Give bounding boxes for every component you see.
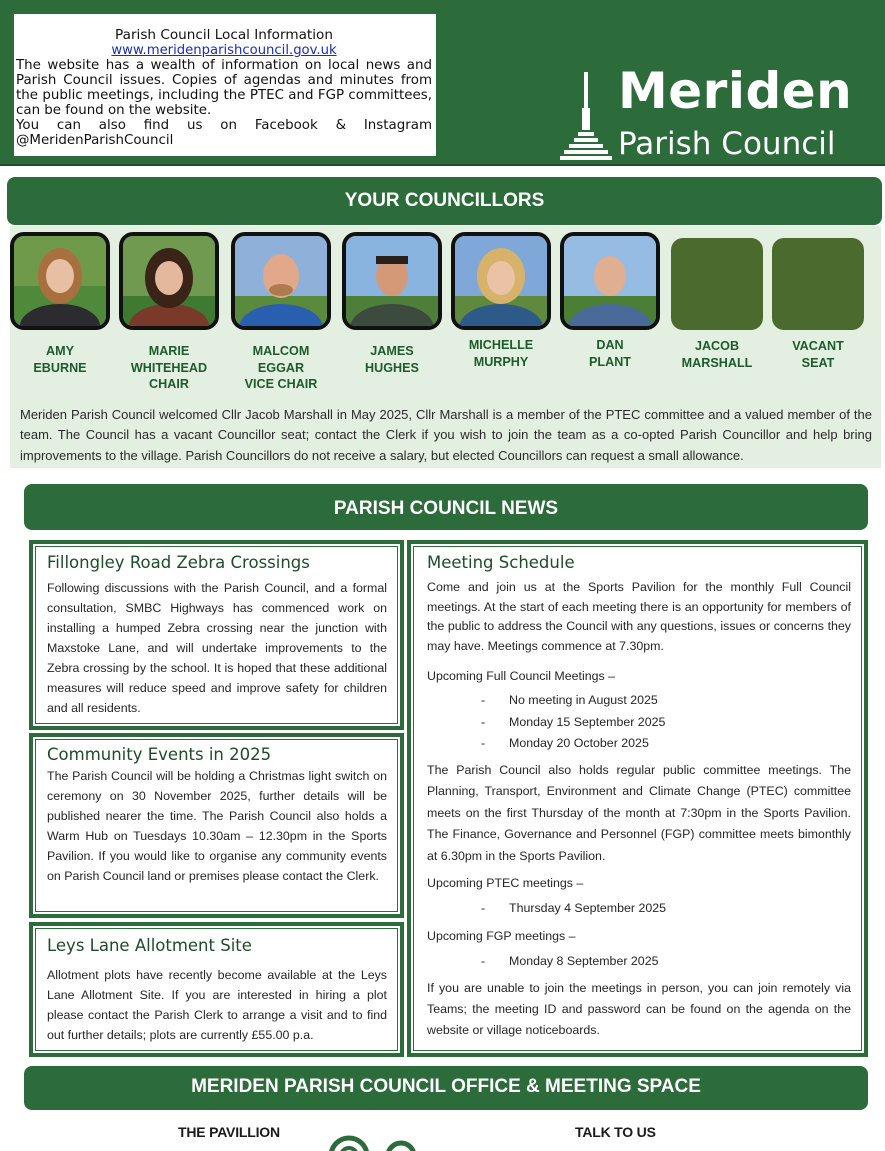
news-box-fillongley [29,540,404,730]
full-council-dates [427,690,851,755]
info-box [14,14,436,156]
councillor-name: DAN PLANT [589,338,631,369]
councillor-photo [231,232,331,330]
header-banner [0,0,885,166]
councillor-photo [342,232,442,330]
councillor-name: JAMES HUGHES [365,344,419,375]
info-title: Parish Council Local Information [115,27,333,43]
councillor-photo [451,232,551,330]
news-box-title: Fillongley Road Zebra Crossings [47,553,310,572]
councillor-name: MICHELLE MURPHY [468,338,534,369]
full-council-heading: Upcoming Full Council Meetings – [427,669,616,683]
news-heading: PARISH COUNCIL NEWS [24,484,868,530]
news-box-title: Leys Lane Allotment Site [47,936,252,955]
fgp-dates [427,951,851,973]
contact-icons [327,1134,417,1151]
info-body: The website has a wealth of information on local news and Parish Council issues. Copies of agendas and minutes from the public meetings, including the PTEC and FGP committees, can be found on the website. [16,58,432,118]
meeting-date: - Thursday 4 September 2025 [427,898,851,920]
councillor-card [10,232,110,376]
councillor-card [768,232,868,371]
committee-text: The Parish Council also holds regular public committee meetings. The Planning, Transport, Environment and Climate Change (PTEC) committee meets on the first Thursday of the month at 7:30pm in the Sports Pavilion. The Finance, Governance and Personnel (FGP) committee meets bimonthly at 6.30pm in the Sports Pavilion. [427,762,851,863]
news-box-title: Community Events in 2025 [47,745,272,764]
councillor-name: MALCOM EGGAR VICE CHAIR [244,344,318,391]
logo-subtitle: Parish Council [618,126,836,162]
meeting-date: - Monday 15 September 2025 [427,712,851,734]
councillors-heading: YOUR COUNCILLORS [7,177,882,225]
councillor-card [667,232,767,371]
photo-placeholder [772,238,864,330]
news-box-text: Following discussions with the Parish Council, and a formal consultation, SMBC Highways has commenced work on installing a humped Zebra crossing near the junction with Maxstoke Lane, and will undertake improvements to the Zebra crossing by the school. It is hoped that these additional measures will reduce speed and improve safety for children and all residents. [47,581,387,715]
councillor-name: JACOB MARSHALL [681,339,753,370]
councillor-card [560,232,660,370]
logo-title: Meriden [618,62,853,120]
photo-placeholder [671,238,763,330]
ptec-heading: Upcoming PTEC meetings – [427,876,584,890]
meeting-date: - Monday 20 October 2025 [427,733,851,755]
councillor-photo [560,232,660,330]
website-link[interactable]: www.meridenparishcouncil.gov.uk [111,43,337,58]
council-logo [560,62,880,162]
cross-monument-icon [560,70,612,162]
news-box-text: The Parish Council will be holding a Christmas light switch on ceremony on 30 November 2025, further details will be published nearer the time. The Parish Council also holds a Warm Hub on Tuesdays 10.30am – 12.30pm in the Sports Pavilion. If you would like to organise any community events on Parish Council land or premises please contact the Clerk. [47,769,387,883]
news-box-events [29,733,404,918]
fgp-heading: Upcoming FGP meetings – [427,928,576,943]
meeting-date: - No meeting in August 2025 [427,690,851,712]
pavilion-heading: THE PAVILLION [178,1124,280,1140]
councillor-photo [119,232,219,330]
remote-text: If you are unable to join the meetings in person, you can join remotely via Teams; the meeting ID and password can be found on the agenda on the website or village noticeboards. [427,981,851,1037]
councillor-name: AMY EBURNE [33,344,87,375]
talk-heading: TALK TO US [575,1124,656,1140]
news-box-allotments [29,922,404,1057]
councillor-photo [10,232,110,330]
councillor-name: MARIE WHITEHEAD CHAIR [130,344,208,391]
info-social: You can also find us on Facebook & Instagram @MeridenParishCouncil [16,118,432,148]
meeting-date: - Monday 8 September 2025 [427,951,851,973]
office-heading: MERIDEN PARISH COUNCIL OFFICE & MEETING SPACE [24,1066,868,1110]
news-box-text: Allotment plots have recently become available at the Leys Lane Allotment Site. If you are interested in hiring a plot please contact the Parish Clerk to arrange a visit and to find out further details; plots are currently £55.00 p.a. [47,968,387,1042]
news-box-title: Meeting Schedule [427,553,575,572]
councillor-card [342,232,442,376]
meetings-intro: Come and join us at the Sports Pavilion for the monthly Full Council meetings. At the start of each meeting there is an opportunity for members of the public to address the Council with any questions, issues or concerns they may have. Meetings commence at 7.30pm. [427,580,851,653]
ptec-dates [427,898,851,920]
councillors-description: Meriden Parish Council welcomed Cllr Jacob Marshall in May 2025, Cllr Marshall is a member of the PTEC committee and a valued member of the team. The Council has a vacant Councillor seat; contact the Clerk if you wish to join the team as a co-opted Parish Councillor and help bring improvements to the village. Parish Councillors do not receive a salary, but elected Councillors can request a small allowance. [20,407,872,463]
councillor-card [119,232,219,393]
councillor-card [231,232,331,393]
councillor-card [451,232,551,370]
news-box-meetings [407,540,868,1057]
councillor-name: VACANT SEAT [792,339,844,370]
